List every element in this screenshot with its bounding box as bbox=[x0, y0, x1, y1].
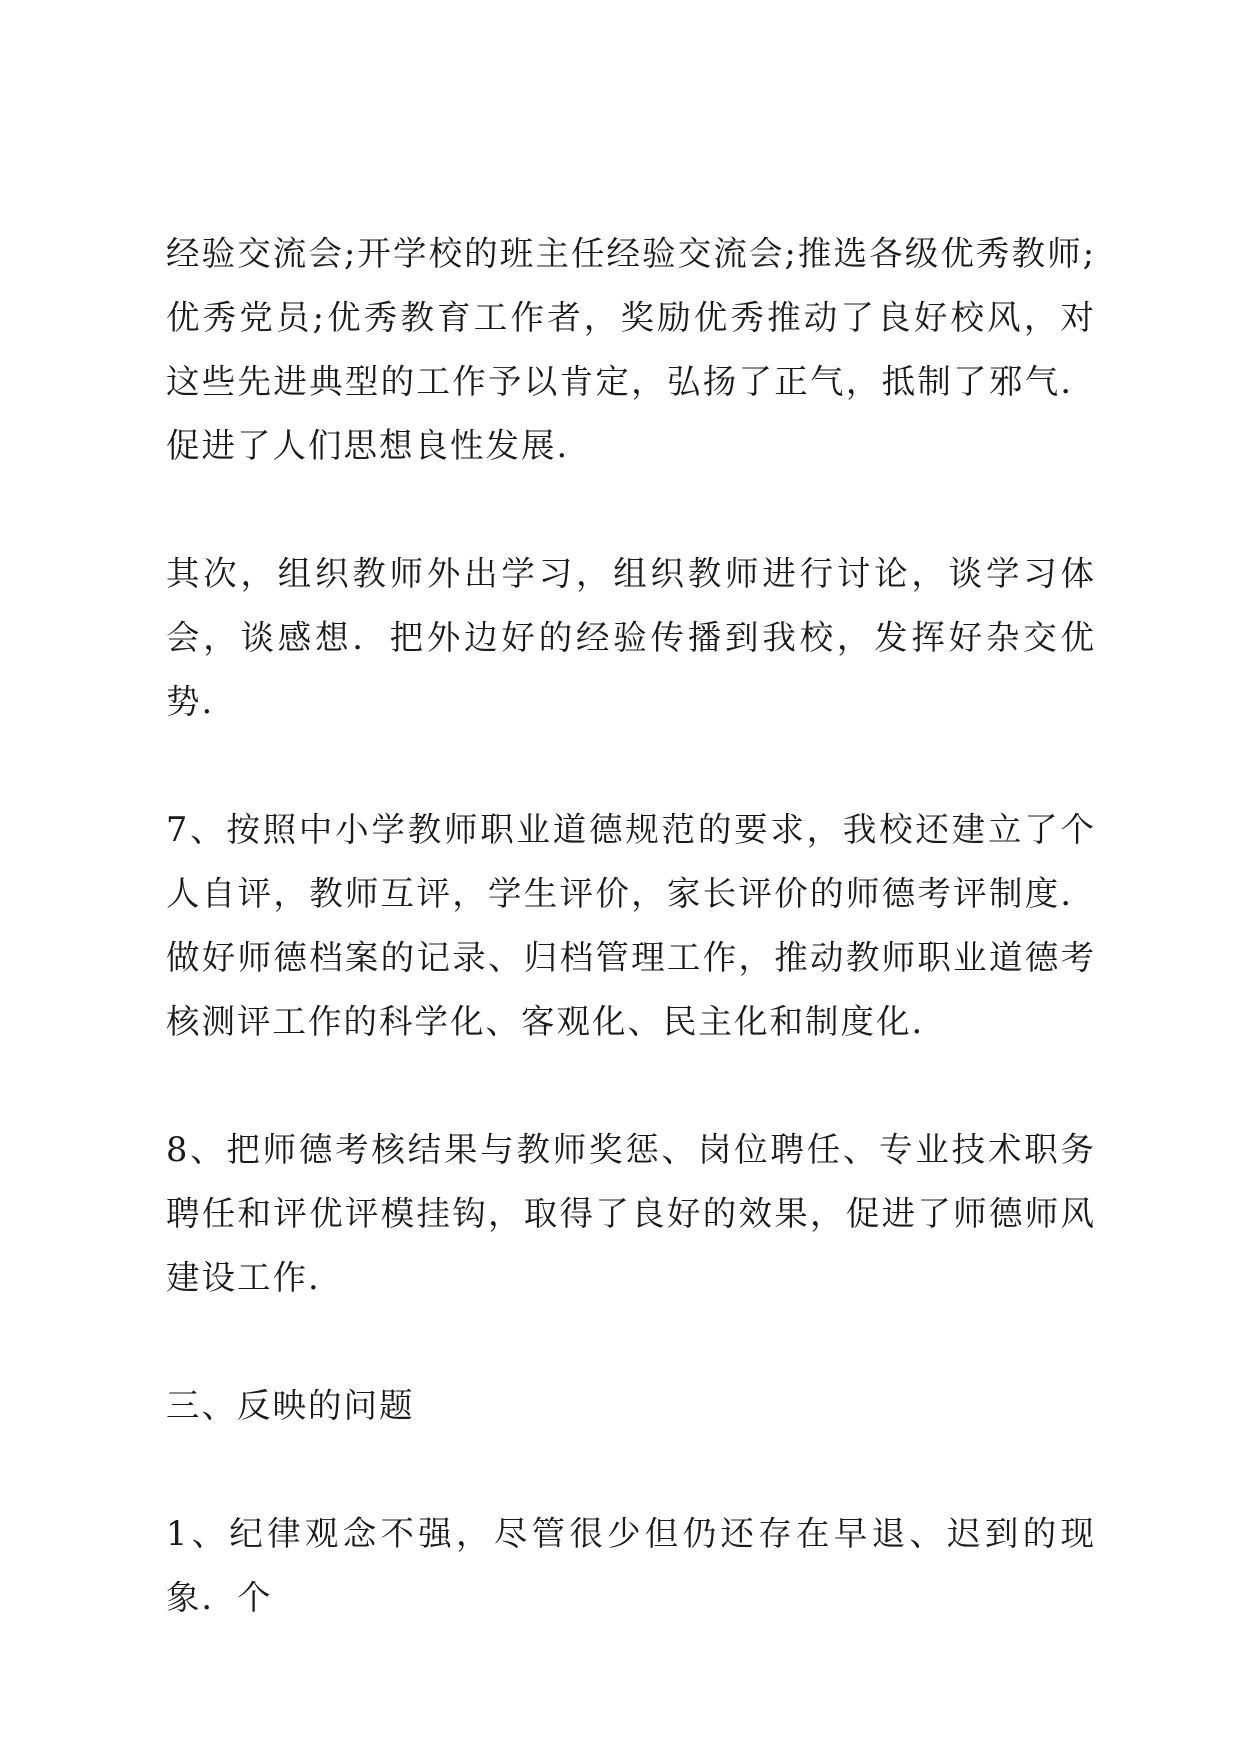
section-heading-problems: 三、反映的问题 bbox=[166, 1386, 415, 1425]
paragraph-external-learning: 其次，组织教师外出学习，组织教师进行讨论，谈学习体会，谈感想．把外边好的经验传播到我校，发挥好杂交优势. bbox=[166, 554, 1096, 721]
paragraph-experience-exchange: 经验交流会;开学校的班主任经验交流会;推选各级优秀教师;优秀党员;优秀教育工作者，奖励优秀推动了良好校风，对这些先进典型的工作予以肯定，弘扬了正气，抵制了邪气．促进了人们思想良性发展. bbox=[166, 234, 1096, 465]
paragraph-item-8-assessment-results: 8、把师德考核结果与教师奖惩、岗位聘任、专业技术职务聘任和评优评模挂钩，取得了良好的效果，促进了师德师风建设工作. bbox=[166, 1130, 1096, 1297]
document-body bbox=[166, 222, 1096, 1630]
paragraph-item-1-discipline: 1、纪律观念不强，尽管很少但仍还存在早退、迟到的现象．个 bbox=[166, 1514, 1096, 1617]
paragraph-item-7-evaluation-system: 7、按照中小学教师职业道德规范的要求，我校还建立了个人自评，教师互评，学生评价，家长评价的师德考评制度．做好师德档案的记录、归档管理工作，推动教师职业道德考核测评工作的科学化、客观化、民主化和制度化. bbox=[166, 810, 1096, 1041]
